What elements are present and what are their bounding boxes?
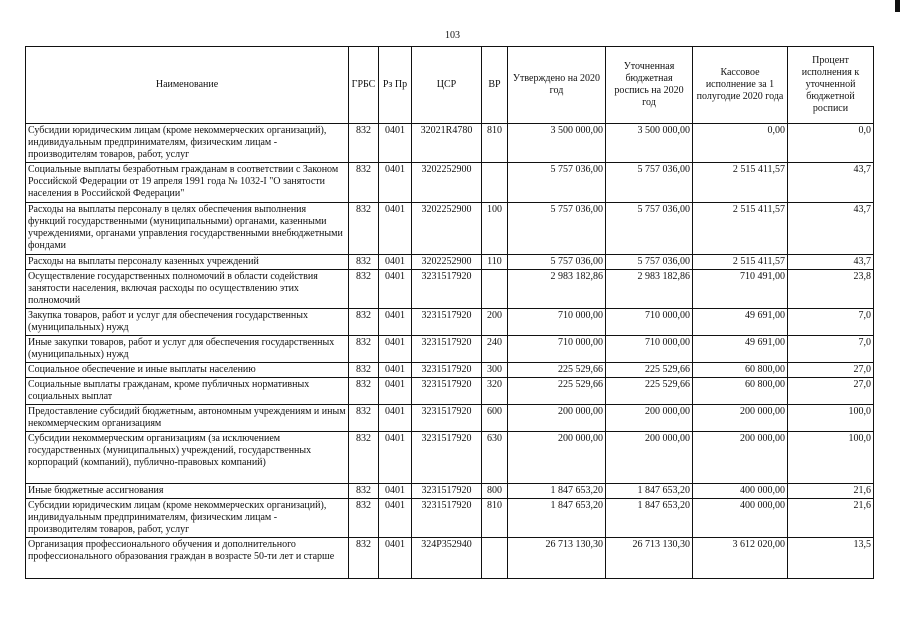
cell-approved: 710 000,00	[508, 309, 606, 336]
cell-cash: 49 691,00	[693, 336, 788, 363]
cell-cash: 3 612 020,00	[693, 538, 788, 579]
cell-rzpr: 0401	[379, 124, 412, 163]
cell-refined: 200 000,00	[606, 432, 693, 484]
cell-refined: 1 847 653,20	[606, 484, 693, 499]
table-row	[26, 378, 874, 405]
cell-rzpr: 0401	[379, 432, 412, 484]
cell-cash: 200 000,00	[693, 405, 788, 432]
budget-execution-table	[25, 46, 874, 579]
cell-grbs: 832	[349, 499, 379, 538]
cell-name: Иные бюджетные ассигнования	[26, 484, 349, 499]
cell-name: Организация профессионального обучения и дополнительного профессионального образования граждан в возрасте 50-ти лет и старше	[26, 538, 349, 579]
cell-grbs: 832	[349, 270, 379, 309]
cell-rzpr: 0401	[379, 484, 412, 499]
cell-vr: 810	[482, 124, 508, 163]
cell-refined: 3 500 000,00	[606, 124, 693, 163]
cell-approved: 200 000,00	[508, 405, 606, 432]
cell-grbs: 832	[349, 405, 379, 432]
cell-csr: 3231517920	[412, 270, 482, 309]
cell-percent: 27,0	[788, 363, 874, 378]
cell-refined: 1 847 653,20	[606, 499, 693, 538]
cell-percent: 23,8	[788, 270, 874, 309]
cell-cash: 710 491,00	[693, 270, 788, 309]
table-row	[26, 163, 874, 203]
cell-grbs: 832	[349, 163, 379, 203]
cell-grbs: 832	[349, 538, 379, 579]
cell-name: Иные закупки товаров, работ и услуг для обеспечения государственных (муниципальных) нужд	[26, 336, 349, 363]
cell-rzpr: 0401	[379, 336, 412, 363]
cell-refined: 2 983 182,86	[606, 270, 693, 309]
cell-percent: 21,6	[788, 484, 874, 499]
cell-name: Осуществление государственных полномочий в области содействия занятости населения, включая расходы по осуществлению этих полномочий	[26, 270, 349, 309]
cell-name: Субсидии юридическим лицам (кроме некоммерческих организаций), индивидуальным предпринимателям, физическим лицам - производителям товаров, работ, услуг	[26, 124, 349, 163]
table-row	[26, 363, 874, 378]
cell-name: Социальные выплаты гражданам, кроме публичных нормативных социальных выплат	[26, 378, 349, 405]
cell-percent: 7,0	[788, 309, 874, 336]
cell-approved: 5 757 036,00	[508, 255, 606, 270]
cell-grbs: 832	[349, 336, 379, 363]
cell-vr	[482, 270, 508, 309]
cell-refined: 26 713 130,30	[606, 538, 693, 579]
cell-rzpr: 0401	[379, 405, 412, 432]
cell-grbs: 832	[349, 432, 379, 484]
cell-rzpr: 0401	[379, 163, 412, 203]
header-approved: Утверждено на 2020 год	[508, 47, 606, 124]
cell-grbs: 832	[349, 309, 379, 336]
header-rzpr: Рз Пр	[379, 47, 412, 124]
table-row	[26, 484, 874, 499]
cell-approved: 1 847 653,20	[508, 484, 606, 499]
cell-csr: 3231517920	[412, 336, 482, 363]
cell-cash: 200 000,00	[693, 432, 788, 484]
cell-cash: 400 000,00	[693, 484, 788, 499]
cell-refined: 225 529,66	[606, 378, 693, 405]
cell-approved: 26 713 130,30	[508, 538, 606, 579]
cell-percent: 0,0	[788, 124, 874, 163]
table-row	[26, 255, 874, 270]
scan-edge-mark	[895, 0, 900, 12]
table-row	[26, 336, 874, 363]
cell-csr: 3231517920	[412, 499, 482, 538]
header-grbs: ГРБС	[349, 47, 379, 124]
cell-refined: 710 000,00	[606, 309, 693, 336]
cell-csr: 3202252900	[412, 255, 482, 270]
cell-cash: 2 515 411,57	[693, 203, 788, 255]
cell-grbs: 832	[349, 378, 379, 405]
cell-rzpr: 0401	[379, 270, 412, 309]
cell-vr: 600	[482, 405, 508, 432]
cell-vr: 100	[482, 203, 508, 255]
cell-cash: 2 515 411,57	[693, 255, 788, 270]
cell-vr: 810	[482, 499, 508, 538]
table-row	[26, 405, 874, 432]
table-row	[26, 124, 874, 163]
cell-vr: 800	[482, 484, 508, 499]
cell-vr: 630	[482, 432, 508, 484]
cell-name: Субсидии юридическим лицам (кроме некоммерческих организаций), индивидуальным предпринимателям, физическим лицам - производителям товаров, работ, услуг	[26, 499, 349, 538]
cell-cash: 49 691,00	[693, 309, 788, 336]
cell-refined: 5 757 036,00	[606, 203, 693, 255]
cell-rzpr: 0401	[379, 255, 412, 270]
table-row	[26, 432, 874, 484]
cell-approved: 3 500 000,00	[508, 124, 606, 163]
cell-percent: 100,0	[788, 405, 874, 432]
cell-percent: 7,0	[788, 336, 874, 363]
cell-refined: 5 757 036,00	[606, 255, 693, 270]
cell-cash: 60 800,00	[693, 378, 788, 405]
cell-csr: 3231517920	[412, 484, 482, 499]
cell-name: Субсидии некоммерческим организациям (за исключением государственных (муниципальных) учреждений, государственных корпораций (компаний), публично-правовых компаний)	[26, 432, 349, 484]
cell-approved: 225 529,66	[508, 378, 606, 405]
cell-percent: 13,5	[788, 538, 874, 579]
cell-percent: 27,0	[788, 378, 874, 405]
cell-refined: 200 000,00	[606, 405, 693, 432]
cell-vr	[482, 538, 508, 579]
table-row	[26, 270, 874, 309]
cell-csr: 3231517920	[412, 309, 482, 336]
cell-rzpr: 0401	[379, 203, 412, 255]
cell-cash: 400 000,00	[693, 499, 788, 538]
cell-percent: 43,7	[788, 203, 874, 255]
header-percent: Процент исполнения к уточненной бюджетной росписи	[788, 47, 874, 124]
table-row	[26, 499, 874, 538]
cell-csr: 3231517920	[412, 405, 482, 432]
cell-vr: 110	[482, 255, 508, 270]
table-row	[26, 309, 874, 336]
cell-grbs: 832	[349, 203, 379, 255]
table-row	[26, 203, 874, 255]
cell-rzpr: 0401	[379, 499, 412, 538]
cell-name: Закупка товаров, работ и услуг для обеспечения государственных (муниципальных) нужд	[26, 309, 349, 336]
page-number: 103	[445, 30, 460, 41]
cell-name: Расходы на выплаты персоналу казенных учреждений	[26, 255, 349, 270]
cell-rzpr: 0401	[379, 378, 412, 405]
cell-percent: 100,0	[788, 432, 874, 484]
cell-refined: 710 000,00	[606, 336, 693, 363]
cell-csr: 3231517920	[412, 432, 482, 484]
cell-percent: 43,7	[788, 163, 874, 203]
cell-csr: 3202252900	[412, 203, 482, 255]
cell-refined: 225 529,66	[606, 363, 693, 378]
header-refined: Уточненная бюджетная роспись на 2020 год	[606, 47, 693, 124]
cell-refined: 5 757 036,00	[606, 163, 693, 203]
cell-csr: 3231517920	[412, 378, 482, 405]
header-cash: Кассовое исполнение за 1 полугодие 2020 года	[693, 47, 788, 124]
cell-rzpr: 0401	[379, 309, 412, 336]
header-vr: ВР	[482, 47, 508, 124]
cell-approved: 1 847 653,20	[508, 499, 606, 538]
header-csr: ЦСР	[412, 47, 482, 124]
header-name: Наименование	[26, 47, 349, 124]
table-body	[26, 124, 874, 579]
cell-name: Социальное обеспечение и иные выплаты населению	[26, 363, 349, 378]
cell-name: Расходы на выплаты персоналу в целях обеспечения выполнения функций государственными (муниципальными) органами, казенными учреждениями, органами управления государственными внебюджетными фондами	[26, 203, 349, 255]
cell-percent: 43,7	[788, 255, 874, 270]
cell-vr: 200	[482, 309, 508, 336]
cell-approved: 5 757 036,00	[508, 203, 606, 255]
table-header-row	[26, 47, 874, 124]
cell-approved: 2 983 182,86	[508, 270, 606, 309]
cell-vr: 320	[482, 378, 508, 405]
cell-cash: 0,00	[693, 124, 788, 163]
cell-vr: 300	[482, 363, 508, 378]
cell-csr: 3202252900	[412, 163, 482, 203]
cell-name: Социальные выплаты безработным гражданам в соответствии с Законом Российской Федерации от 19 апреля 1991 года № 1032-I "О занятости населения в Российской Федерации"	[26, 163, 349, 203]
cell-grbs: 832	[349, 124, 379, 163]
cell-grbs: 832	[349, 484, 379, 499]
cell-cash: 2 515 411,57	[693, 163, 788, 203]
cell-csr: 32021R4780	[412, 124, 482, 163]
cell-cash: 60 800,00	[693, 363, 788, 378]
cell-approved: 225 529,66	[508, 363, 606, 378]
cell-csr: 3231517920	[412, 363, 482, 378]
cell-approved: 710 000,00	[508, 336, 606, 363]
cell-percent: 21,6	[788, 499, 874, 538]
cell-vr: 240	[482, 336, 508, 363]
cell-rzpr: 0401	[379, 363, 412, 378]
cell-approved: 200 000,00	[508, 432, 606, 484]
table-row	[26, 538, 874, 579]
cell-name: Предоставление субсидий бюджетным, автономным учреждениям и иным некоммерческим организациям	[26, 405, 349, 432]
cell-rzpr: 0401	[379, 538, 412, 579]
cell-csr: 324P352940	[412, 538, 482, 579]
cell-vr	[482, 163, 508, 203]
cell-approved: 5 757 036,00	[508, 163, 606, 203]
cell-grbs: 832	[349, 363, 379, 378]
cell-grbs: 832	[349, 255, 379, 270]
